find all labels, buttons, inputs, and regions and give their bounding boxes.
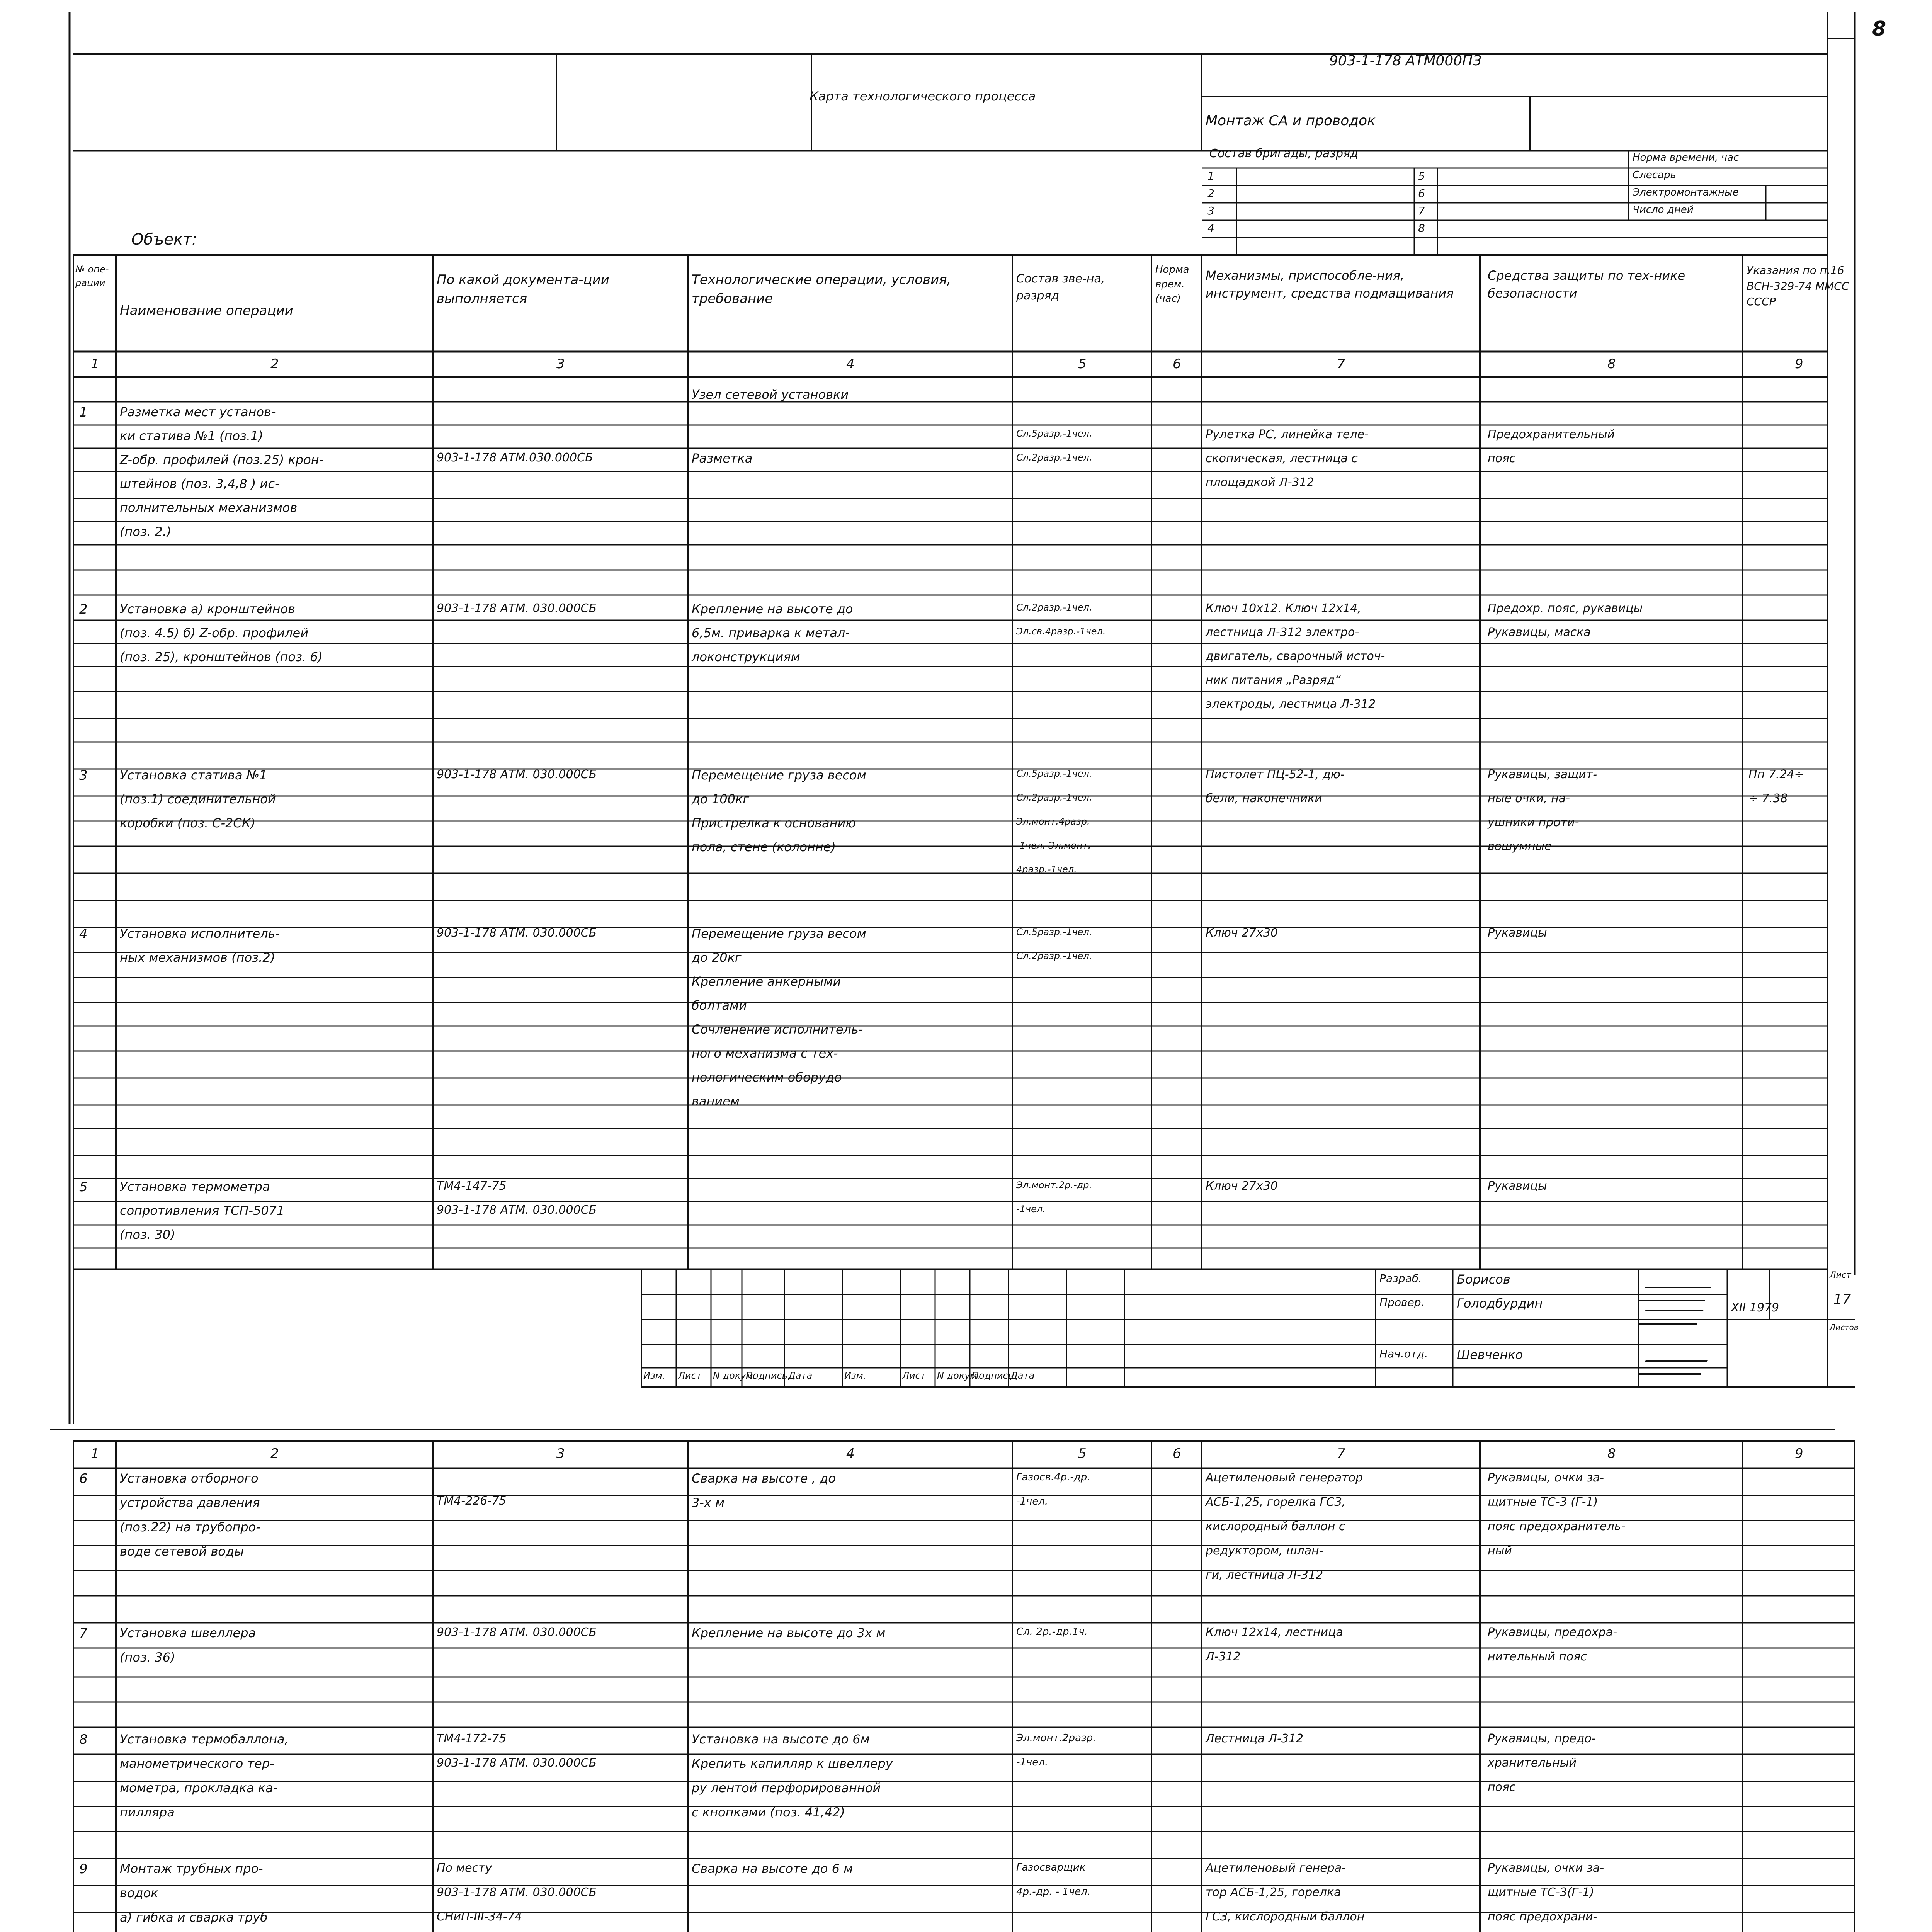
column-number: 6 — [1173, 356, 1181, 372]
operation-number: 5 — [79, 1179, 88, 1195]
object-label: Объект: — [131, 231, 197, 248]
document-ref: ТМ4-226-75 — [437, 1494, 507, 1508]
section-title: Узел сетевой установки — [692, 387, 849, 402]
tools-mechanisms: площадкой Л-312 — [1206, 476, 1314, 489]
tools-mechanisms: АСБ-1,25, горелка ГСЗ, — [1206, 1495, 1346, 1509]
operation-name: сопротивления ТСП-5071 — [120, 1203, 285, 1218]
tools-mechanisms: скопическая, лестница с — [1206, 452, 1358, 465]
crew-composition: Эл.монт.2разр. — [1016, 1732, 1096, 1744]
stamp-name: Голодбурдин — [1457, 1296, 1543, 1311]
column-number: 7 — [1337, 1446, 1345, 1461]
tools-mechanisms: электроды, лестница Л-312 — [1206, 697, 1376, 711]
operation-name: Монтаж трубных про- — [120, 1861, 263, 1876]
tools-mechanisms: двигатель, сварочный источ- — [1206, 650, 1385, 663]
stamp-footer-label: Лист — [902, 1370, 926, 1381]
document-ref: 903-1-178 АТМ. 030.000СБ — [437, 1756, 597, 1770]
tools-mechanisms: ник питания „Разряд“ — [1206, 673, 1341, 687]
stamp-date: XII 1979 — [1731, 1301, 1779, 1315]
notes: Пп 7.24÷ — [1748, 768, 1804, 781]
tools-mechanisms: ги, лестница Л-312 — [1206, 1568, 1323, 1582]
signature — [1639, 1287, 1711, 1301]
crew-row-number: 7 — [1418, 204, 1425, 217]
operation-name: (поз. 25), кронштейнов (поз. 6) — [120, 650, 323, 664]
subject-title: Монтаж СА и проводок — [1206, 113, 1376, 129]
operation-name: Установка термометра — [120, 1179, 270, 1194]
crew-composition: Сл.2разр.-1чел. — [1016, 452, 1092, 463]
norm-label: Норма времени, час — [1633, 152, 1739, 163]
tech-operation: ру лентой перфорированной — [692, 1781, 881, 1795]
document-ref: СНиП-III-34-74 — [437, 1910, 522, 1923]
operation-name: воде сетевой воды — [120, 1544, 244, 1559]
column-number: 7 — [1337, 356, 1345, 372]
doc-code: 903-1-178 АТМ000ПЗ — [1329, 53, 1482, 69]
operation-name: Установка швеллера — [120, 1626, 256, 1640]
operation-name: Установка отборного — [120, 1471, 259, 1486]
crew-row-number: 6 — [1418, 187, 1425, 200]
operation-name: пилляра — [120, 1805, 175, 1820]
tech-operation: Сварка на высоте , до — [692, 1471, 836, 1486]
notes: ÷ 7.38 — [1748, 792, 1788, 805]
operation-name: (поз. 36) — [120, 1650, 175, 1665]
column-header: Наименование операции — [120, 303, 293, 318]
signature — [1639, 1360, 1708, 1375]
stamp-sheet-number: 17 — [1833, 1291, 1851, 1307]
operation-number: 3 — [79, 768, 88, 783]
document-ref: ТМ4-147-75 — [437, 1179, 507, 1193]
tech-operation: Разметка — [692, 451, 753, 466]
safety-means: пояс предохранитель- — [1488, 1520, 1626, 1533]
crew-composition: 4разр.-1чел. — [1016, 864, 1077, 875]
tech-operation: до 100кг — [692, 792, 750, 806]
safety-means: Предохранительный — [1488, 428, 1615, 441]
operation-name: Разметка мест установ- — [120, 405, 276, 419]
crew-composition: -1чел. — [1016, 1757, 1048, 1768]
crew-composition: -1чел. — [1016, 1204, 1046, 1214]
document-ref: 903-1-178 АТМ. 030.000СБ — [437, 768, 597, 781]
document-ref: 903-1-178 АТМ. 030.000СБ — [437, 926, 597, 940]
operation-number: 8 — [79, 1732, 88, 1747]
safety-means: Рукавицы, маска — [1488, 626, 1591, 639]
tools-mechanisms: тор АСБ-1,25, горелка — [1206, 1886, 1341, 1899]
stamp-footer-label: Лист — [678, 1370, 702, 1381]
operation-number: 9 — [79, 1861, 88, 1877]
operation-name: (поз. 30) — [120, 1227, 175, 1242]
stamp-footer-label: Дата — [1010, 1370, 1035, 1381]
crew-composition: 4р.-др. - 1чел. — [1016, 1886, 1091, 1898]
crew-composition: Сл.5разр.-1чел. — [1016, 927, 1092, 937]
norm-label: Электромонтажные — [1633, 187, 1739, 198]
operation-name: мометра, прокладка ка- — [120, 1781, 278, 1795]
column-header: Технологические операции, условия, требование — [692, 272, 951, 307]
tech-operation: ного механизма с тех- — [692, 1046, 838, 1061]
column-number: 4 — [846, 356, 855, 372]
safety-means: пояс предохрани- — [1488, 1910, 1597, 1923]
crew-composition: Эл.монт.2р.-др. — [1016, 1180, 1092, 1190]
tech-operation: Пристрелка к основанию — [692, 816, 856, 830]
document-ref: 903-1-178 АТМ. 030.000СБ — [437, 602, 597, 615]
column-number: 6 — [1173, 1446, 1181, 1461]
safety-means: вошумные — [1488, 840, 1552, 853]
tech-operation: Крепление анкерными — [692, 974, 841, 989]
tech-operation: до 20кг — [692, 950, 742, 965]
stamp-footer-label: Дата — [788, 1370, 813, 1381]
column-number: 1 — [91, 356, 99, 372]
stamp-name: Борисов — [1457, 1272, 1510, 1287]
stamp-footer-label: Подпись — [972, 1370, 1014, 1381]
column-number: 9 — [1795, 356, 1803, 372]
stamp-role: Разраб. — [1379, 1272, 1422, 1285]
column-header: Механизмы, приспособле-ния, инструмент, средства подмащивания — [1206, 268, 1454, 301]
tech-operation: болтами — [692, 998, 747, 1013]
safety-means: Рукавицы, очки за- — [1488, 1471, 1604, 1485]
document-ref: 903-1-178 АТМ. 030.000СБ — [437, 1626, 597, 1639]
column-number: 8 — [1607, 356, 1616, 372]
document-ref: 903-1-178 АТМ. 030.000СБ — [437, 1886, 597, 1899]
tech-operation: Сочленение исполнитель- — [692, 1022, 863, 1037]
stamp-footer-label: Подпись — [746, 1370, 787, 1381]
operation-number: 1 — [79, 405, 88, 420]
operation-name: Установка а) кронштейнов — [120, 602, 295, 616]
operation-name: (поз. 2.) — [120, 524, 172, 539]
safety-means: пояс — [1488, 1781, 1516, 1794]
operation-name: (поз.1) соединительной — [120, 792, 276, 806]
tools-mechanisms: Ключ 10х12. Ключ 12х14, — [1206, 602, 1361, 615]
operation-number: 6 — [79, 1471, 88, 1486]
crew-row-number: 8 — [1418, 222, 1425, 235]
column-number: 3 — [556, 1446, 565, 1461]
column-header: Состав зве-на, разряд — [1016, 272, 1105, 303]
safety-means: Предохр. пояс, рукавицы — [1488, 602, 1643, 615]
safety-means: ушники проти- — [1488, 816, 1579, 829]
stamp-footer-label: Изм. — [643, 1370, 665, 1381]
column-number: 4 — [846, 1446, 855, 1461]
column-header: Указания по п.16 ВСН-329-74 ММСС СССР — [1747, 264, 1849, 308]
document-ref: По месту — [437, 1861, 492, 1875]
tech-operation: нологическим оборудо- — [692, 1070, 847, 1085]
tools-mechanisms: Лестница Л-312 — [1206, 1732, 1304, 1745]
tools-mechanisms: Л-312 — [1206, 1650, 1241, 1663]
crew-composition: -1чел. — [1016, 1496, 1048, 1507]
document-ref: 903-1-178 АТМ. 030.000СБ — [437, 1203, 597, 1217]
tools-mechanisms: кислородный баллон с — [1206, 1520, 1345, 1533]
column-header: № опе-рации — [75, 264, 109, 288]
tools-mechanisms: редуктором, шлан- — [1206, 1544, 1323, 1558]
operation-name: Установка термобаллона, — [120, 1732, 289, 1747]
safety-means: щитные ТС-3(Г-1) — [1488, 1886, 1594, 1899]
safety-means: Рукавицы, очки за- — [1488, 1861, 1604, 1875]
stamp-footer-label: N докум. — [937, 1370, 980, 1381]
operation-number: 4 — [79, 926, 88, 942]
crew-composition: Эл.св.4разр.-1чел. — [1016, 626, 1106, 637]
crew-composition: Сл. 2р.-др.1ч. — [1016, 1626, 1088, 1638]
safety-means: Рукавицы, предохра- — [1488, 1626, 1617, 1639]
safety-means: пояс — [1488, 452, 1516, 465]
tech-operation: 3-х м — [692, 1495, 725, 1510]
safety-means: щитные ТС-3 (Г-1) — [1488, 1495, 1598, 1509]
tools-mechanisms: Ацетиленовый генера- — [1206, 1861, 1346, 1875]
operation-name: ных механизмов (поз.2) — [120, 950, 276, 965]
tech-operation: локонструкциям — [692, 650, 800, 664]
tech-operation: Крепление на высоте до — [692, 602, 853, 616]
tools-mechanisms: бели, наконечники — [1206, 792, 1322, 805]
safety-means: Рукавицы — [1488, 1179, 1547, 1193]
crew-composition: Сл.5разр.-1чел. — [1016, 768, 1092, 779]
operation-name: полнительных механизмов — [120, 500, 298, 515]
operation-name: (поз.22) на трубопро- — [120, 1520, 260, 1534]
operation-name: коробки (поз. С-2СК) — [120, 816, 255, 830]
tech-operation: Перемещение груза весом — [692, 768, 866, 782]
tools-mechanisms: Ключ 12х14, лестница — [1206, 1626, 1343, 1639]
safety-means: Рукавицы, защит- — [1488, 768, 1597, 781]
doc-type-title: Карта технологического процесса — [810, 89, 1036, 104]
operation-name: ки статива №1 (поз.1) — [120, 429, 264, 443]
column-number: 8 — [1607, 1446, 1616, 1461]
tech-operation: Сварка на высоте до 6 м — [692, 1861, 853, 1876]
stamp-role: Провер. — [1379, 1296, 1425, 1309]
column-number: 3 — [556, 356, 565, 372]
tech-operation: Перемещение груза весом — [692, 926, 866, 941]
operation-name: а) гибка и сварка труб — [120, 1910, 268, 1925]
column-number: 2 — [270, 356, 279, 372]
column-number: 2 — [270, 1446, 279, 1461]
column-header: По какой документа-ции выполняется — [437, 272, 609, 307]
column-header: Средства защиты по тех-нике безопасности — [1488, 268, 1685, 301]
tools-mechanisms: Ключ 27х30 — [1206, 1179, 1278, 1193]
crew-composition: Эл.монт.4разр. — [1016, 816, 1090, 827]
tech-operation: пола, стене (колонне) — [692, 840, 836, 854]
tech-operation: ванием — [692, 1094, 740, 1109]
crew-row-number: 2 — [1208, 187, 1214, 200]
operation-name: штейнов (поз. 3,4,8 ) ис- — [120, 476, 279, 491]
stamp-footer-label: Изм. — [844, 1370, 866, 1381]
document-ref: ТМ4-172-75 — [437, 1732, 507, 1745]
tech-operation: 6,5м. приварка к метал- — [692, 626, 850, 640]
stamp-footer-label: N докум. — [713, 1370, 756, 1381]
crew-composition: Сл.2разр.-1чел. — [1016, 792, 1092, 803]
tech-operation: Крепить капилляр к швеллеру — [692, 1756, 893, 1771]
safety-means: Рукавицы — [1488, 926, 1547, 940]
column-number: 1 — [91, 1446, 99, 1461]
tools-mechanisms: Пистолет ПЦ-52-1, дю- — [1206, 768, 1345, 781]
safety-means: Рукавицы, предо- — [1488, 1732, 1596, 1745]
operation-name: водок — [120, 1886, 158, 1900]
stamp-role: Нач.отд. — [1379, 1347, 1428, 1360]
crew-composition: -1чел. Эл.монт. — [1016, 840, 1091, 851]
operation-number: 7 — [79, 1626, 88, 1641]
crew-row-number: 5 — [1418, 170, 1425, 182]
norm-label: Число дней — [1633, 204, 1694, 216]
tools-mechanisms: лестница Л-312 электро- — [1206, 626, 1359, 639]
tools-mechanisms: Ацетиленовый генератор — [1206, 1471, 1363, 1485]
stamp-sheet-label: Лист — [1830, 1270, 1851, 1280]
operation-name: Установка исполнитель- — [120, 926, 280, 941]
crew-row-number: 1 — [1208, 170, 1214, 182]
crew-header: Состав бригады, разряд — [1209, 147, 1358, 160]
safety-means: нительный пояс — [1488, 1650, 1587, 1663]
operation-number: 2 — [79, 602, 88, 617]
safety-means: хранительный — [1488, 1756, 1577, 1770]
crew-composition: Сл.2разр.-1чел. — [1016, 951, 1092, 961]
tools-mechanisms: ГСЗ, кислородный баллон — [1206, 1910, 1365, 1923]
crew-row-number: 3 — [1208, 204, 1214, 217]
tools-mechanisms: Рулетка РС, линейка теле- — [1206, 428, 1369, 441]
operation-name: Установка статива №1 — [120, 768, 267, 782]
tech-operation: Крепление на высоте до 3х м — [692, 1626, 886, 1640]
tools-mechanisms: Ключ 27х30 — [1206, 926, 1278, 940]
crew-composition: Сл.5разр.-1чел. — [1016, 428, 1092, 439]
column-header: Норма врем. (час) — [1155, 264, 1189, 305]
tech-operation: Установка на высоте до 6м — [692, 1732, 870, 1747]
safety-means: ные очки, на- — [1488, 792, 1570, 805]
column-number: 5 — [1078, 1446, 1087, 1461]
column-number: 5 — [1078, 356, 1087, 372]
tech-operation: с кнопками (поз. 41,42) — [692, 1805, 845, 1820]
corner-number: 8 — [1872, 17, 1886, 41]
crew-composition: Газосварщик — [1016, 1862, 1086, 1873]
column-number: 9 — [1795, 1446, 1803, 1461]
crew-row-number: 4 — [1208, 222, 1214, 235]
stamp-name: Шевченко — [1457, 1347, 1523, 1362]
operation-name: (поз. 4.5) б) Z-обр. профилей — [120, 626, 309, 640]
crew-composition: Сл.2разр.-1чел. — [1016, 602, 1092, 613]
norm-label: Слесарь — [1633, 169, 1676, 181]
document-ref: 903-1-178 АТМ.030.000СБ — [437, 451, 593, 464]
crew-composition: Газосв.4р.-др. — [1016, 1471, 1090, 1483]
signature — [1639, 1310, 1704, 1325]
operation-name: устройства давления — [120, 1495, 260, 1510]
safety-means: ный — [1488, 1544, 1512, 1558]
operation-name: манометрического тер- — [120, 1756, 274, 1771]
operation-name: Z-обр. профилей (поз.25) крон- — [120, 452, 324, 467]
stamp-sheets-label: Листов — [1830, 1323, 1859, 1332]
